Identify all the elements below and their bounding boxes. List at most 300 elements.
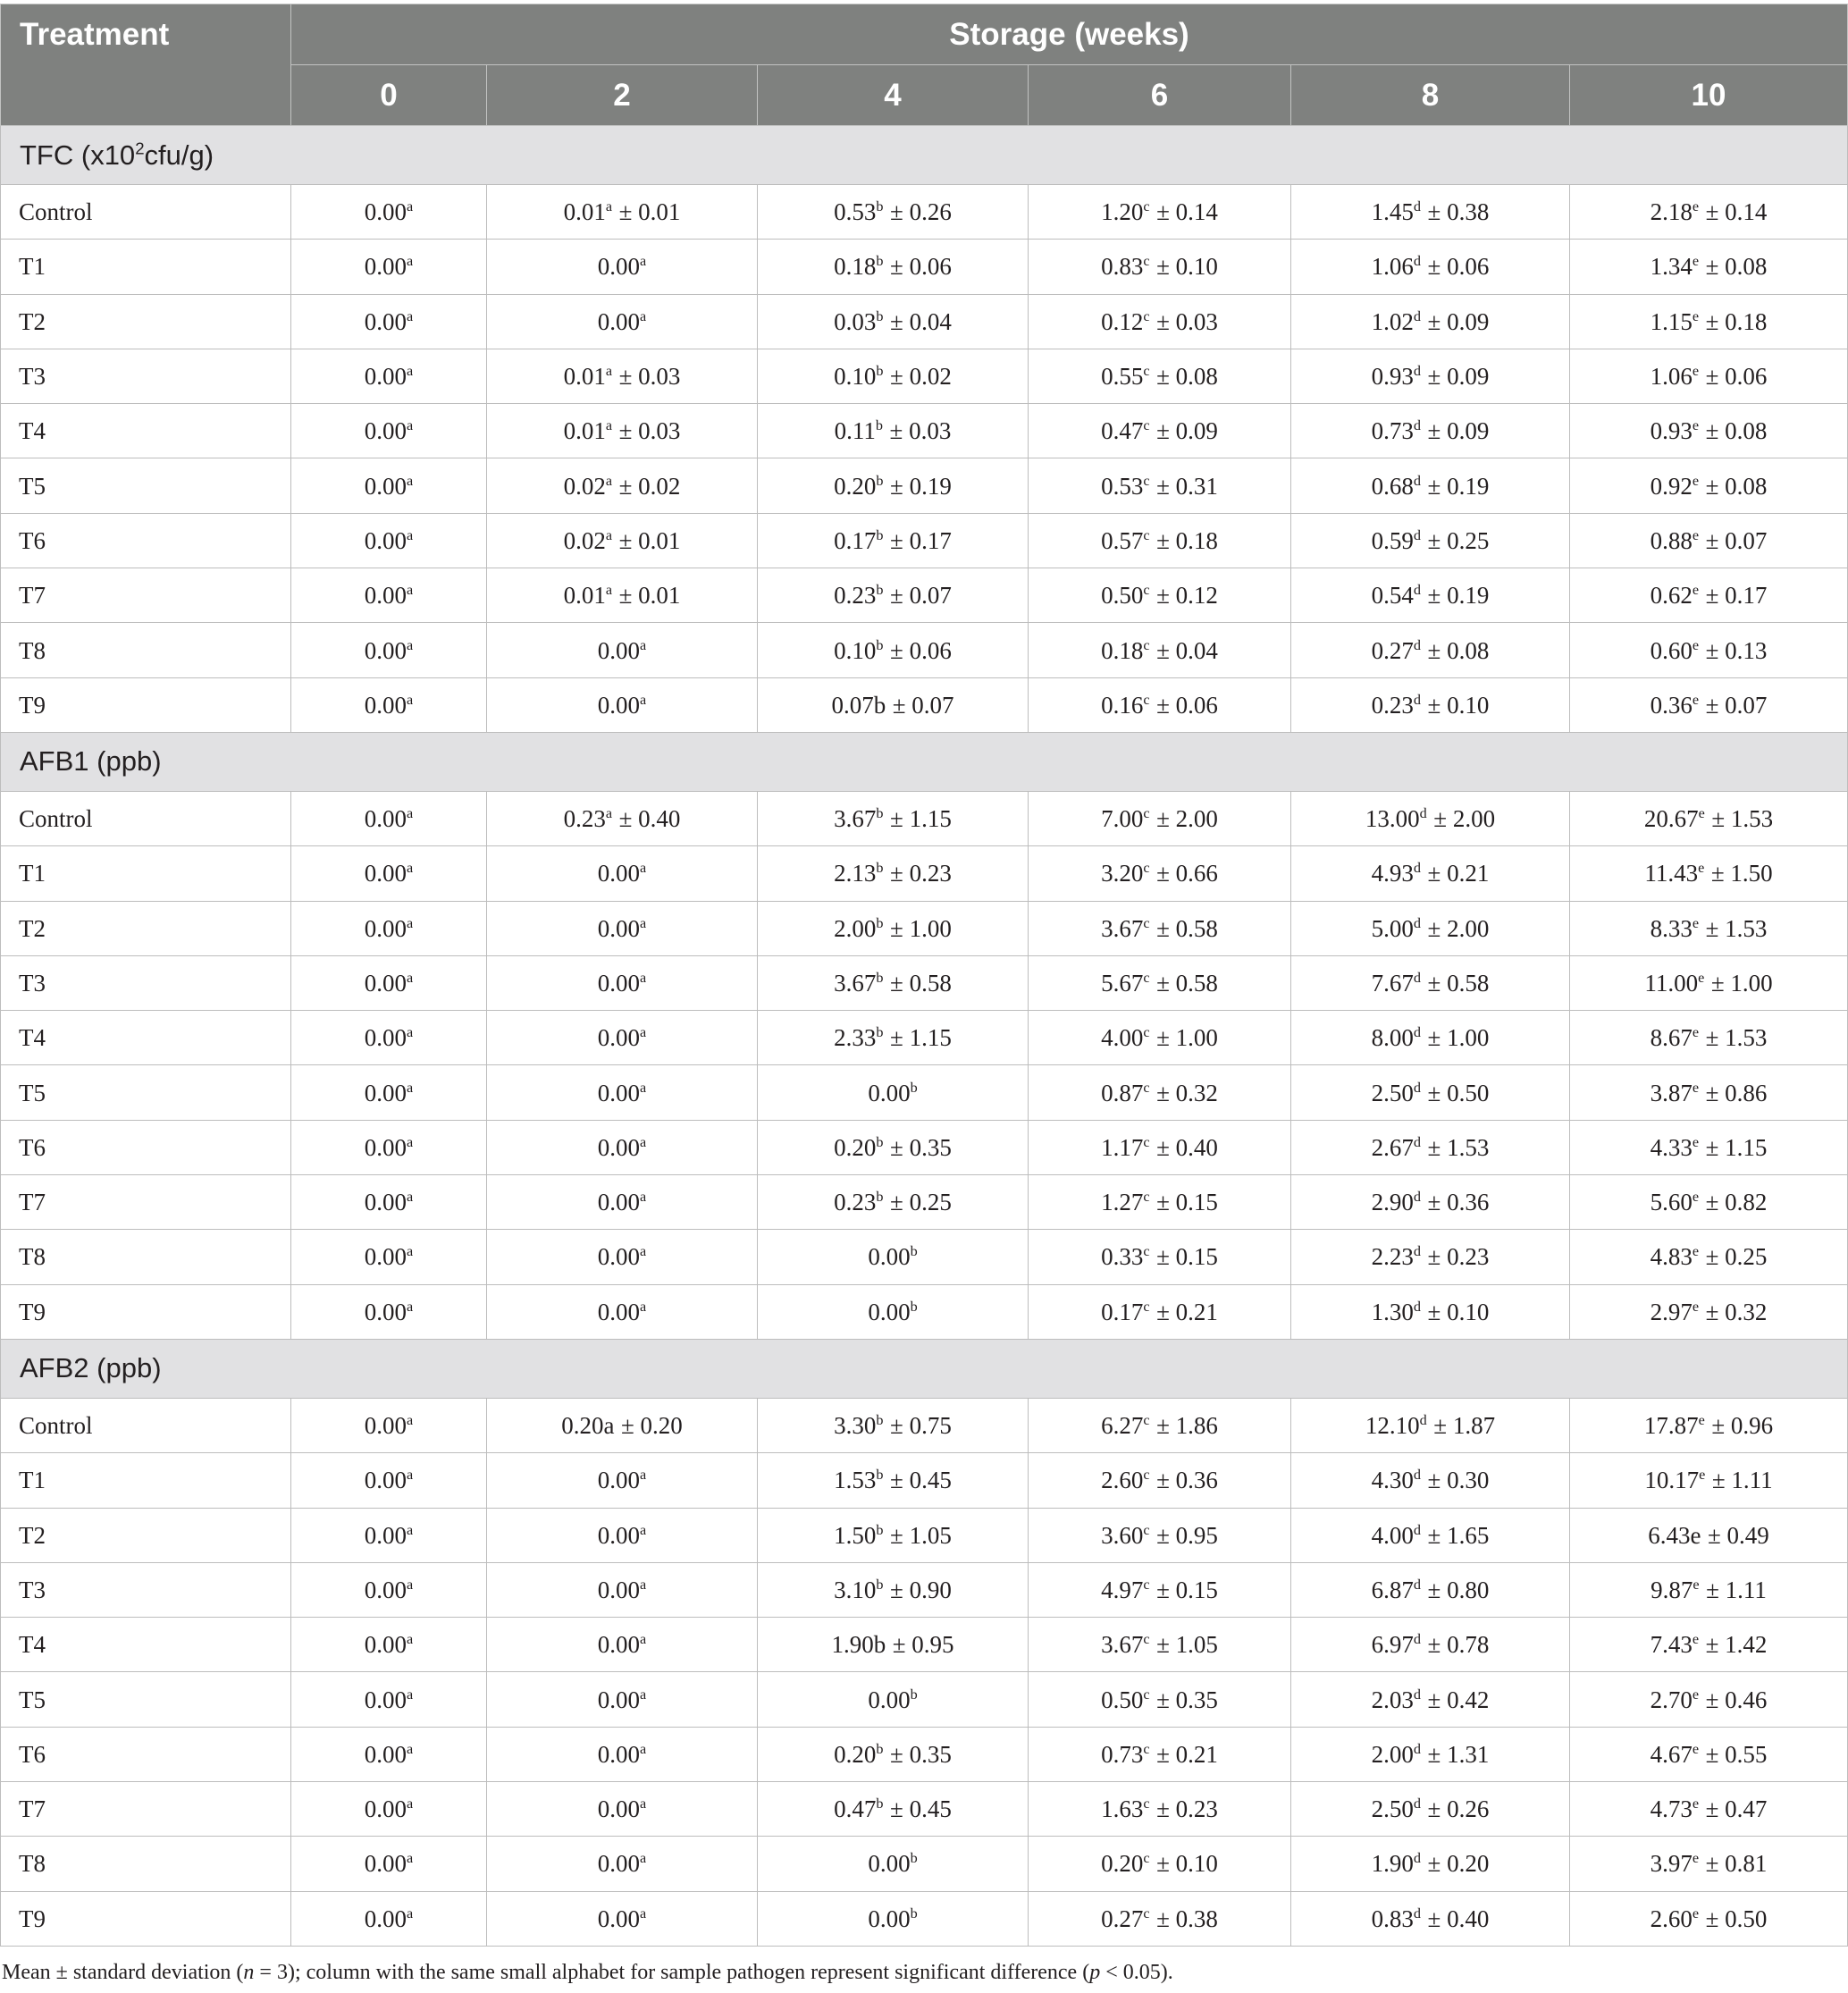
mean-value: 4.83 (1650, 1243, 1693, 1271)
significance-letter: a (407, 1740, 414, 1757)
mean-value: 3.87 (1650, 1079, 1693, 1106)
mean-value: 2.13 (834, 860, 877, 887)
value-cell (1029, 458, 1291, 513)
standard-deviation: ± 0.18 (1705, 307, 1768, 335)
significance-letter: a (407, 1686, 414, 1703)
value-cell (487, 1782, 758, 1837)
standard-deviation: ± 0.90 (890, 1576, 952, 1603)
treatment-cell: T7 (1, 1175, 291, 1230)
significance-letter: d (1413, 582, 1421, 599)
value-cell (291, 677, 487, 732)
mean-value: 0.00 (364, 1905, 407, 1932)
mean-value: 0.10 (834, 363, 877, 391)
value-cell (487, 1837, 758, 1891)
mean-value: 1.45 (1371, 198, 1414, 226)
mean-value: 0.01 (563, 417, 606, 445)
mean-value: 0.17 (1101, 1298, 1144, 1325)
mean-value: 2.60 (1101, 1467, 1144, 1494)
significance-letter: b (876, 307, 884, 324)
mean-value: 0.00 (364, 1412, 407, 1440)
significance-letter: a (407, 1412, 414, 1429)
value-cell (1029, 846, 1291, 901)
value-cell (1291, 1230, 1570, 1284)
table-row (1, 955, 1848, 1010)
value-cell (1291, 1508, 1570, 1562)
significance-letter: d (1419, 1412, 1427, 1429)
mean-value: 0.00 (364, 805, 407, 833)
value-cell (487, 1508, 758, 1562)
value-cell (758, 404, 1029, 458)
section-title-cell (1, 1339, 1848, 1398)
significance-letter: e (1692, 417, 1700, 434)
standard-deviation: ± 0.14 (1156, 198, 1218, 226)
significance-letter: b (876, 805, 884, 822)
significance-letter: b (910, 1905, 918, 1922)
significance-letter: a (407, 417, 414, 434)
standard-deviation: ± 0.17 (1705, 582, 1768, 610)
significance-letter: a (640, 1189, 647, 1206)
mean-value: 0.20 (834, 1133, 877, 1161)
value-cell (291, 349, 487, 403)
mean-value: 0.47 (1101, 417, 1144, 445)
significance-letter: d (1413, 526, 1421, 543)
standard-deviation: ± 2.00 (1156, 805, 1218, 833)
significance-letter: e (1692, 526, 1700, 543)
value-cell (1291, 1618, 1570, 1672)
mean-value: 0.00 (597, 970, 641, 996)
significance-letter: b (876, 1467, 884, 1484)
standard-deviation: ± 0.08 (1156, 363, 1218, 391)
mean-value: 0.00 (364, 1243, 407, 1271)
mean-value: 0.00 (597, 1905, 641, 1932)
significance-letter: c (1143, 1576, 1150, 1593)
treatment-cell: T8 (1, 1837, 291, 1891)
mean-value: 0.00 (364, 860, 407, 887)
value-cell (487, 568, 758, 623)
standard-deviation: ± 0.58 (1156, 970, 1218, 996)
value-cell (1029, 1065, 1291, 1120)
value-cell (487, 623, 758, 677)
significance-letter: d (1413, 1521, 1421, 1538)
standard-deviation: ± 0.36 (1156, 1467, 1218, 1494)
value-cell (1570, 458, 1848, 513)
week-header-2: 2 (487, 65, 758, 126)
mean-value: 0.07b (831, 691, 886, 719)
mean-value: 0.00 (364, 970, 407, 996)
significance-letter: c (1143, 253, 1150, 270)
standard-deviation: ± 0.49 (1707, 1521, 1769, 1549)
significance-letter: a (407, 691, 414, 708)
standard-deviation: ± 0.03 (618, 417, 681, 445)
table-row (1, 185, 1848, 240)
standard-deviation: ± 0.23 (890, 860, 952, 887)
table-row (1, 1175, 1848, 1230)
mean-value: 0.93 (1371, 363, 1414, 391)
treatment-cell: T6 (1, 1727, 291, 1781)
value-cell (1570, 1284, 1848, 1339)
value-cell (1029, 568, 1291, 623)
standard-deviation: ± 0.96 (1711, 1412, 1774, 1440)
mean-value: 6.97 (1371, 1631, 1414, 1659)
value-cell (291, 1837, 487, 1891)
value-cell (758, 1618, 1029, 1672)
mean-value: 4.73 (1650, 1795, 1693, 1823)
treatment-cell: Control (1, 791, 291, 845)
significance-letter: d (1413, 1631, 1421, 1648)
mean-value: 2.00 (1371, 1740, 1414, 1768)
mean-value: 2.90 (1371, 1189, 1414, 1216)
value-cell (291, 185, 487, 240)
mean-value: 0.00 (868, 1686, 911, 1713)
table-row (1, 1065, 1848, 1120)
standard-deviation: ± 1.00 (1710, 970, 1773, 996)
significance-letter: c (1143, 1795, 1150, 1812)
mean-value: 0.00 (868, 1905, 911, 1932)
mean-value: 1.63 (1101, 1795, 1144, 1823)
mean-value: 1.30 (1371, 1298, 1414, 1325)
mean-value: 0.59 (1371, 526, 1414, 554)
section-title-unit: cfu/g) (144, 139, 214, 171)
significance-letter: c (1143, 472, 1150, 489)
significance-letter: b (910, 1686, 918, 1703)
table-row (1, 1727, 1848, 1781)
standard-deviation: ± 1.00 (890, 914, 952, 942)
value-cell (487, 955, 758, 1010)
standard-deviation: ± 0.30 (1427, 1467, 1490, 1494)
value-cell (1291, 568, 1570, 623)
standard-deviation: ± 0.38 (1156, 1905, 1218, 1932)
value-cell (1029, 1284, 1291, 1339)
value-cell (758, 568, 1029, 623)
significance-letter: e (1692, 636, 1700, 653)
significance-letter: a (407, 1521, 414, 1538)
value-cell (1029, 1562, 1291, 1617)
week-header-6: 6 (1029, 65, 1291, 126)
mean-value: 0.00 (868, 1298, 911, 1325)
mean-value: 4.30 (1371, 1467, 1414, 1494)
table-row (1, 1011, 1848, 1065)
significance-letter: c (1143, 1298, 1150, 1315)
significance-letter: a (640, 636, 647, 653)
value-cell (1291, 677, 1570, 732)
mean-value: 0.00 (597, 253, 641, 281)
mean-value: 0.00 (597, 1850, 641, 1878)
value-cell (291, 791, 487, 845)
significance-letter: b (876, 1740, 884, 1757)
mean-value: 12.10 (1365, 1412, 1420, 1440)
standard-deviation: ± 0.50 (1427, 1079, 1490, 1106)
treatment-cell: T9 (1, 1891, 291, 1946)
mean-value: 2.33 (834, 1024, 877, 1052)
standard-deviation: ± 0.01 (618, 526, 681, 554)
mean-value: 0.23 (563, 805, 606, 833)
standard-deviation: ± 1.15 (890, 805, 952, 833)
significance-letter: e (1692, 914, 1700, 931)
value-cell (1570, 1120, 1848, 1174)
significance-letter: a (407, 1576, 414, 1593)
value-cell (758, 955, 1029, 1010)
significance-letter: a (640, 691, 647, 708)
value-cell (1029, 1837, 1291, 1891)
standard-deviation: ± 0.26 (1427, 1795, 1490, 1823)
significance-letter: a (605, 198, 613, 215)
mean-value: 0.00 (597, 307, 641, 335)
significance-letter: a (640, 970, 647, 986)
value-cell (1029, 240, 1291, 294)
value-cell (758, 185, 1029, 240)
significance-letter: e (1692, 363, 1700, 380)
week-header-8: 8 (1291, 65, 1570, 126)
value-cell (1570, 1453, 1848, 1508)
significance-letter: a (605, 472, 613, 489)
significance-letter: d (1413, 1576, 1421, 1593)
standard-deviation: ± 0.47 (1705, 1795, 1768, 1823)
mean-value: 0.00 (364, 1024, 407, 1052)
mean-value: 0.00 (364, 636, 407, 664)
value-cell (1570, 1891, 1848, 1946)
significance-letter: e (1692, 1795, 1700, 1812)
mean-value: 0.18 (834, 253, 877, 281)
week-header-10: 10 (1570, 65, 1848, 126)
significance-letter: a (640, 1133, 647, 1150)
mean-value: 0.50 (1101, 582, 1144, 610)
value-cell (1029, 1175, 1291, 1230)
standard-deviation: ± 0.07 (1705, 526, 1768, 554)
mean-value: 3.60 (1101, 1521, 1144, 1549)
standard-deviation: ± 0.06 (1156, 691, 1218, 719)
significance-letter: b (876, 914, 884, 931)
treatment-cell: T6 (1, 1120, 291, 1174)
value-cell (1570, 1562, 1848, 1617)
value-cell (291, 513, 487, 568)
standard-deviation: ± 0.81 (1705, 1850, 1768, 1878)
significance-letter: a (605, 582, 613, 599)
significance-letter: a (407, 1905, 414, 1922)
standard-deviation: ± 0.08 (1705, 253, 1768, 281)
significance-letter: e (1692, 1740, 1700, 1757)
value-cell (1570, 185, 1848, 240)
table-header (1, 4, 1848, 126)
standard-deviation: ± 1.86 (1156, 1412, 1218, 1440)
table-row (1, 349, 1848, 403)
value-cell (291, 1175, 487, 1230)
standard-deviation: ± 2.00 (1427, 914, 1490, 942)
mean-value: 11.00 (1644, 970, 1699, 996)
significance-letter: b (876, 1521, 884, 1538)
value-cell (1029, 1782, 1291, 1837)
standard-deviation: ± 0.35 (890, 1740, 952, 1768)
value-cell (1291, 1453, 1570, 1508)
value-cell (487, 294, 758, 349)
value-cell (1291, 791, 1570, 845)
value-cell (758, 1891, 1029, 1946)
mean-value: 1.15 (1650, 307, 1693, 335)
value-cell (1029, 349, 1291, 403)
treatment-cell: T7 (1, 1782, 291, 1837)
value-cell (1029, 955, 1291, 1010)
mean-value: 0.00 (597, 636, 641, 664)
value-cell (758, 294, 1029, 349)
value-cell (291, 568, 487, 623)
value-cell (758, 1230, 1029, 1284)
significance-letter: e (1698, 970, 1705, 986)
value-cell (291, 1065, 487, 1120)
standard-deviation: ± 0.18 (1156, 526, 1218, 554)
mean-value: 7.00 (1101, 805, 1144, 833)
significance-letter: d (1413, 914, 1421, 931)
significance-letter: c (1143, 1686, 1150, 1703)
mean-value: 5.00 (1371, 914, 1414, 942)
mean-value: 3.67 (1101, 1631, 1144, 1659)
significance-letter: b (876, 1412, 884, 1429)
mean-value: 0.01 (563, 198, 606, 226)
treatment-cell: T4 (1, 1011, 291, 1065)
treatment-cell: T5 (1, 458, 291, 513)
standard-deviation: ± 0.01 (618, 582, 681, 610)
significance-letter: d (1413, 1024, 1421, 1041)
mean-value: 0.92 (1650, 472, 1693, 500)
value-cell (758, 901, 1029, 955)
value-cell (1570, 568, 1848, 623)
treatment-cell: T8 (1, 623, 291, 677)
value-cell (1291, 1891, 1570, 1946)
mean-value: 5.67 (1101, 970, 1144, 996)
value-cell (291, 240, 487, 294)
significance-letter: a (640, 1576, 647, 1593)
value-cell (758, 1727, 1029, 1781)
significance-letter: d (1413, 1079, 1421, 1096)
mean-value: 0.27 (1371, 636, 1414, 664)
significance-letter: d (1413, 198, 1421, 215)
mean-value: 0.54 (1371, 582, 1414, 610)
section-title-superscript: 2 (135, 139, 145, 158)
mean-value: 2.60 (1650, 1905, 1693, 1932)
significance-letter: c (1143, 582, 1150, 599)
significance-letter: a (407, 526, 414, 543)
standard-deviation: ± 0.66 (1156, 860, 1218, 887)
significance-letter: e (1692, 1298, 1700, 1315)
standard-deviation: ± 0.01 (618, 198, 681, 226)
mean-value: 8.33 (1650, 914, 1693, 942)
value-cell (291, 458, 487, 513)
mean-value: 0.12 (1101, 307, 1144, 335)
significance-letter: a (640, 1467, 647, 1484)
mean-value: 0.01 (563, 582, 606, 610)
table-row (1, 846, 1848, 901)
significance-letter: e (1699, 1467, 1706, 1484)
value-cell (487, 1453, 758, 1508)
standard-deviation: ± 0.19 (1427, 582, 1490, 610)
value-cell (1291, 1562, 1570, 1617)
value-cell (291, 623, 487, 677)
table-row (1, 1230, 1848, 1284)
mean-value: 0.00 (364, 1631, 407, 1659)
significance-letter: a (407, 1850, 414, 1867)
significance-letter: a (407, 1243, 414, 1260)
table-row (1, 1453, 1848, 1508)
value-cell (1291, 846, 1570, 901)
mean-value: 0.11 (834, 417, 876, 445)
standard-deviation: ± 0.78 (1427, 1631, 1490, 1659)
mean-value: 0.00 (868, 1243, 911, 1271)
standard-deviation: ± 0.09 (1427, 307, 1490, 335)
mean-value: 0.00 (364, 1079, 407, 1106)
significance-letter: b (876, 582, 884, 599)
standard-deviation: ± 1.53 (1705, 1024, 1768, 1052)
section-title-cell (1, 732, 1848, 791)
significance-letter: a (407, 1133, 414, 1150)
mean-value: 1.90b (831, 1631, 886, 1659)
standard-deviation: ± 0.80 (1427, 1576, 1490, 1603)
mean-value: 0.00 (364, 1467, 407, 1494)
value-cell (1570, 240, 1848, 294)
standard-deviation: ± 0.75 (890, 1412, 952, 1440)
standard-deviation: ± 0.58 (890, 970, 952, 996)
standard-deviation: ± 0.25 (890, 1189, 952, 1216)
significance-letter: c (1143, 1079, 1150, 1096)
standard-deviation: ± 0.15 (1156, 1576, 1218, 1603)
mean-value: 0.00 (364, 1850, 407, 1878)
table-row (1, 513, 1848, 568)
significance-letter: e (1693, 1576, 1700, 1593)
mean-value: 4.97 (1101, 1576, 1144, 1603)
mean-value: 13.00 (1365, 805, 1420, 833)
standard-deviation: ± 0.40 (1427, 1905, 1490, 1932)
mean-value: 10.17 (1644, 1467, 1700, 1494)
section-title-cell (1, 126, 1848, 185)
value-cell (1291, 1284, 1570, 1339)
mean-value: 8.00 (1371, 1024, 1414, 1052)
mean-value: 0.20 (834, 1740, 877, 1768)
value-cell (291, 1398, 487, 1452)
standard-deviation: ± 1.15 (1705, 1133, 1768, 1161)
standard-deviation: ± 1.31 (1427, 1740, 1490, 1768)
value-cell (1570, 955, 1848, 1010)
mean-value: 2.03 (1371, 1686, 1414, 1713)
significance-letter: e (1692, 307, 1700, 324)
mean-value: 1.06 (1650, 363, 1693, 391)
mean-value: 4.67 (1650, 1740, 1693, 1768)
significance-letter: b (876, 472, 884, 489)
value-cell (1029, 1230, 1291, 1284)
standard-deviation: ± 0.03 (1156, 307, 1218, 335)
significance-letter: e (1698, 805, 1705, 822)
standard-deviation: ± 0.42 (1427, 1686, 1490, 1713)
value-cell (1570, 623, 1848, 677)
section-title: TFC (x10 (20, 139, 136, 171)
value-cell (1029, 1398, 1291, 1452)
significance-letter: c (1143, 1243, 1150, 1260)
table-row (1, 791, 1848, 845)
significance-letter: a (640, 914, 647, 931)
value-cell (291, 955, 487, 1010)
significance-letter: b (876, 860, 884, 877)
treatment-cell: T9 (1, 1284, 291, 1339)
value-cell (758, 1782, 1029, 1837)
standard-deviation: ± 0.08 (1705, 472, 1768, 500)
standard-deviation: ± 0.38 (1427, 198, 1490, 226)
significance-letter: d (1413, 1740, 1421, 1757)
significance-letter: b (910, 1298, 918, 1315)
value-cell (487, 240, 758, 294)
significance-letter: d (1413, 1850, 1421, 1867)
value-cell (487, 1284, 758, 1339)
mean-value: 6.87 (1371, 1576, 1414, 1603)
mean-value: 1.06 (1371, 253, 1414, 281)
value-cell (1291, 1175, 1570, 1230)
value-cell (487, 458, 758, 513)
value-cell (487, 1727, 758, 1781)
